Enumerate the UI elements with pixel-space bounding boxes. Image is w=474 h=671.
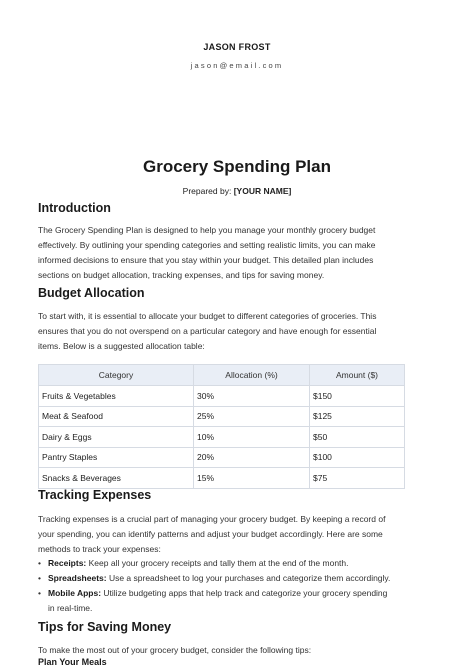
table-row (39, 427, 405, 448)
list-item (38, 571, 438, 586)
list-item (38, 556, 438, 571)
table-cell: Fruits & Vegetables (39, 386, 194, 407)
table-cell: Meat & Seafood (39, 406, 194, 427)
allocation-table (38, 364, 405, 489)
method-label: Receipts: (48, 558, 87, 568)
table-row (39, 468, 405, 489)
introduction-paragraph (38, 223, 438, 283)
table-cell: 20% (194, 447, 310, 468)
prepared-by-label: Prepared by: (182, 186, 232, 196)
column-header: Amount ($) (310, 365, 405, 386)
document-header (0, 42, 474, 70)
introduction-heading: Introduction (38, 201, 111, 215)
tracking-expenses-heading: Tracking Expenses (38, 488, 152, 502)
method-text: Utilize budgeting apps that help track and categorize your grocery spending (101, 588, 388, 598)
table-cell: Dairy & Eggs (39, 427, 194, 448)
plan-meals-subheading: Plan Your Meals (38, 657, 107, 667)
bullet-icon: • (38, 573, 41, 583)
table-cell: Snacks & Beverages (39, 468, 194, 489)
paragraph-line: ensures that you do not overspend on a particular category and have enough for essential (38, 326, 377, 336)
paragraph-line: sections on budget allocation, tracking expenses, and tips for saving money. (38, 270, 325, 280)
tracking-expenses-paragraph (38, 512, 438, 557)
table-cell: $125 (310, 406, 405, 427)
table-cell: $150 (310, 386, 405, 407)
method-text: Use a spreadsheet to log your purchases and categorize them accordingly. (106, 573, 391, 583)
tips-heading: Tips for Saving Money (38, 620, 172, 634)
table-cell: $100 (310, 447, 405, 468)
prepared-by (0, 186, 474, 196)
author-email: jason@email.com (190, 61, 284, 70)
tips-paragraph: To make the most out of your grocery budget, consider the following tips: (38, 645, 312, 655)
paragraph-line: items. Below is a suggested allocation table: (38, 341, 205, 351)
paragraph-line: Tracking expenses is a crucial part of managing your grocery budget. By keeping a record of (38, 514, 386, 524)
tracking-methods-list (38, 556, 438, 616)
method-label: Mobile Apps: (48, 588, 102, 598)
budget-allocation-heading: Budget Allocation (38, 286, 145, 300)
column-header: Allocation (%) (194, 365, 310, 386)
column-header: Category (39, 365, 194, 386)
budget-allocation-paragraph (38, 309, 438, 354)
author-name: JASON FROST (203, 42, 271, 52)
paragraph-line: effectively. By outlining your spending categories and setting realistic limits, you can make (38, 240, 376, 250)
prepared-by-value: [YOUR NAME] (233, 186, 292, 196)
bullet-icon: • (38, 558, 41, 568)
paragraph-line: The Grocery Spending Plan is designed to help you manage your monthly grocery budget (38, 225, 376, 235)
table-cell: $75 (310, 468, 405, 489)
paragraph-line: your spending, you can identify patterns and adjust your budget accordingly. Here are some (38, 529, 383, 539)
paragraph-line: methods to track your expenses: (38, 544, 161, 554)
document-title: Grocery Spending Plan (143, 157, 331, 176)
list-item (38, 586, 438, 616)
table-cell: 15% (194, 468, 310, 489)
bullet-icon: • (38, 588, 41, 598)
method-text-continued: in real-time. (48, 603, 93, 613)
table-cell: 10% (194, 427, 310, 448)
method-text: Keep all your grocery receipts and tally them at the end of the month. (86, 558, 349, 568)
table-row (39, 386, 405, 407)
table-cell: $50 (310, 427, 405, 448)
paragraph-line: informed decisions to ensure that you stay within your budget. This detailed plan includes (38, 255, 374, 265)
table-cell: 25% (194, 406, 310, 427)
table-cell: 30% (194, 386, 310, 407)
table-header-row (39, 365, 405, 386)
table-row (39, 447, 405, 468)
paragraph-line: To start with, it is essential to allocate your budget to different categories of groceries. This (38, 311, 377, 321)
method-label: Spreadsheets: (48, 573, 107, 583)
table-cell: Pantry Staples (39, 447, 194, 468)
table-row (39, 406, 405, 427)
